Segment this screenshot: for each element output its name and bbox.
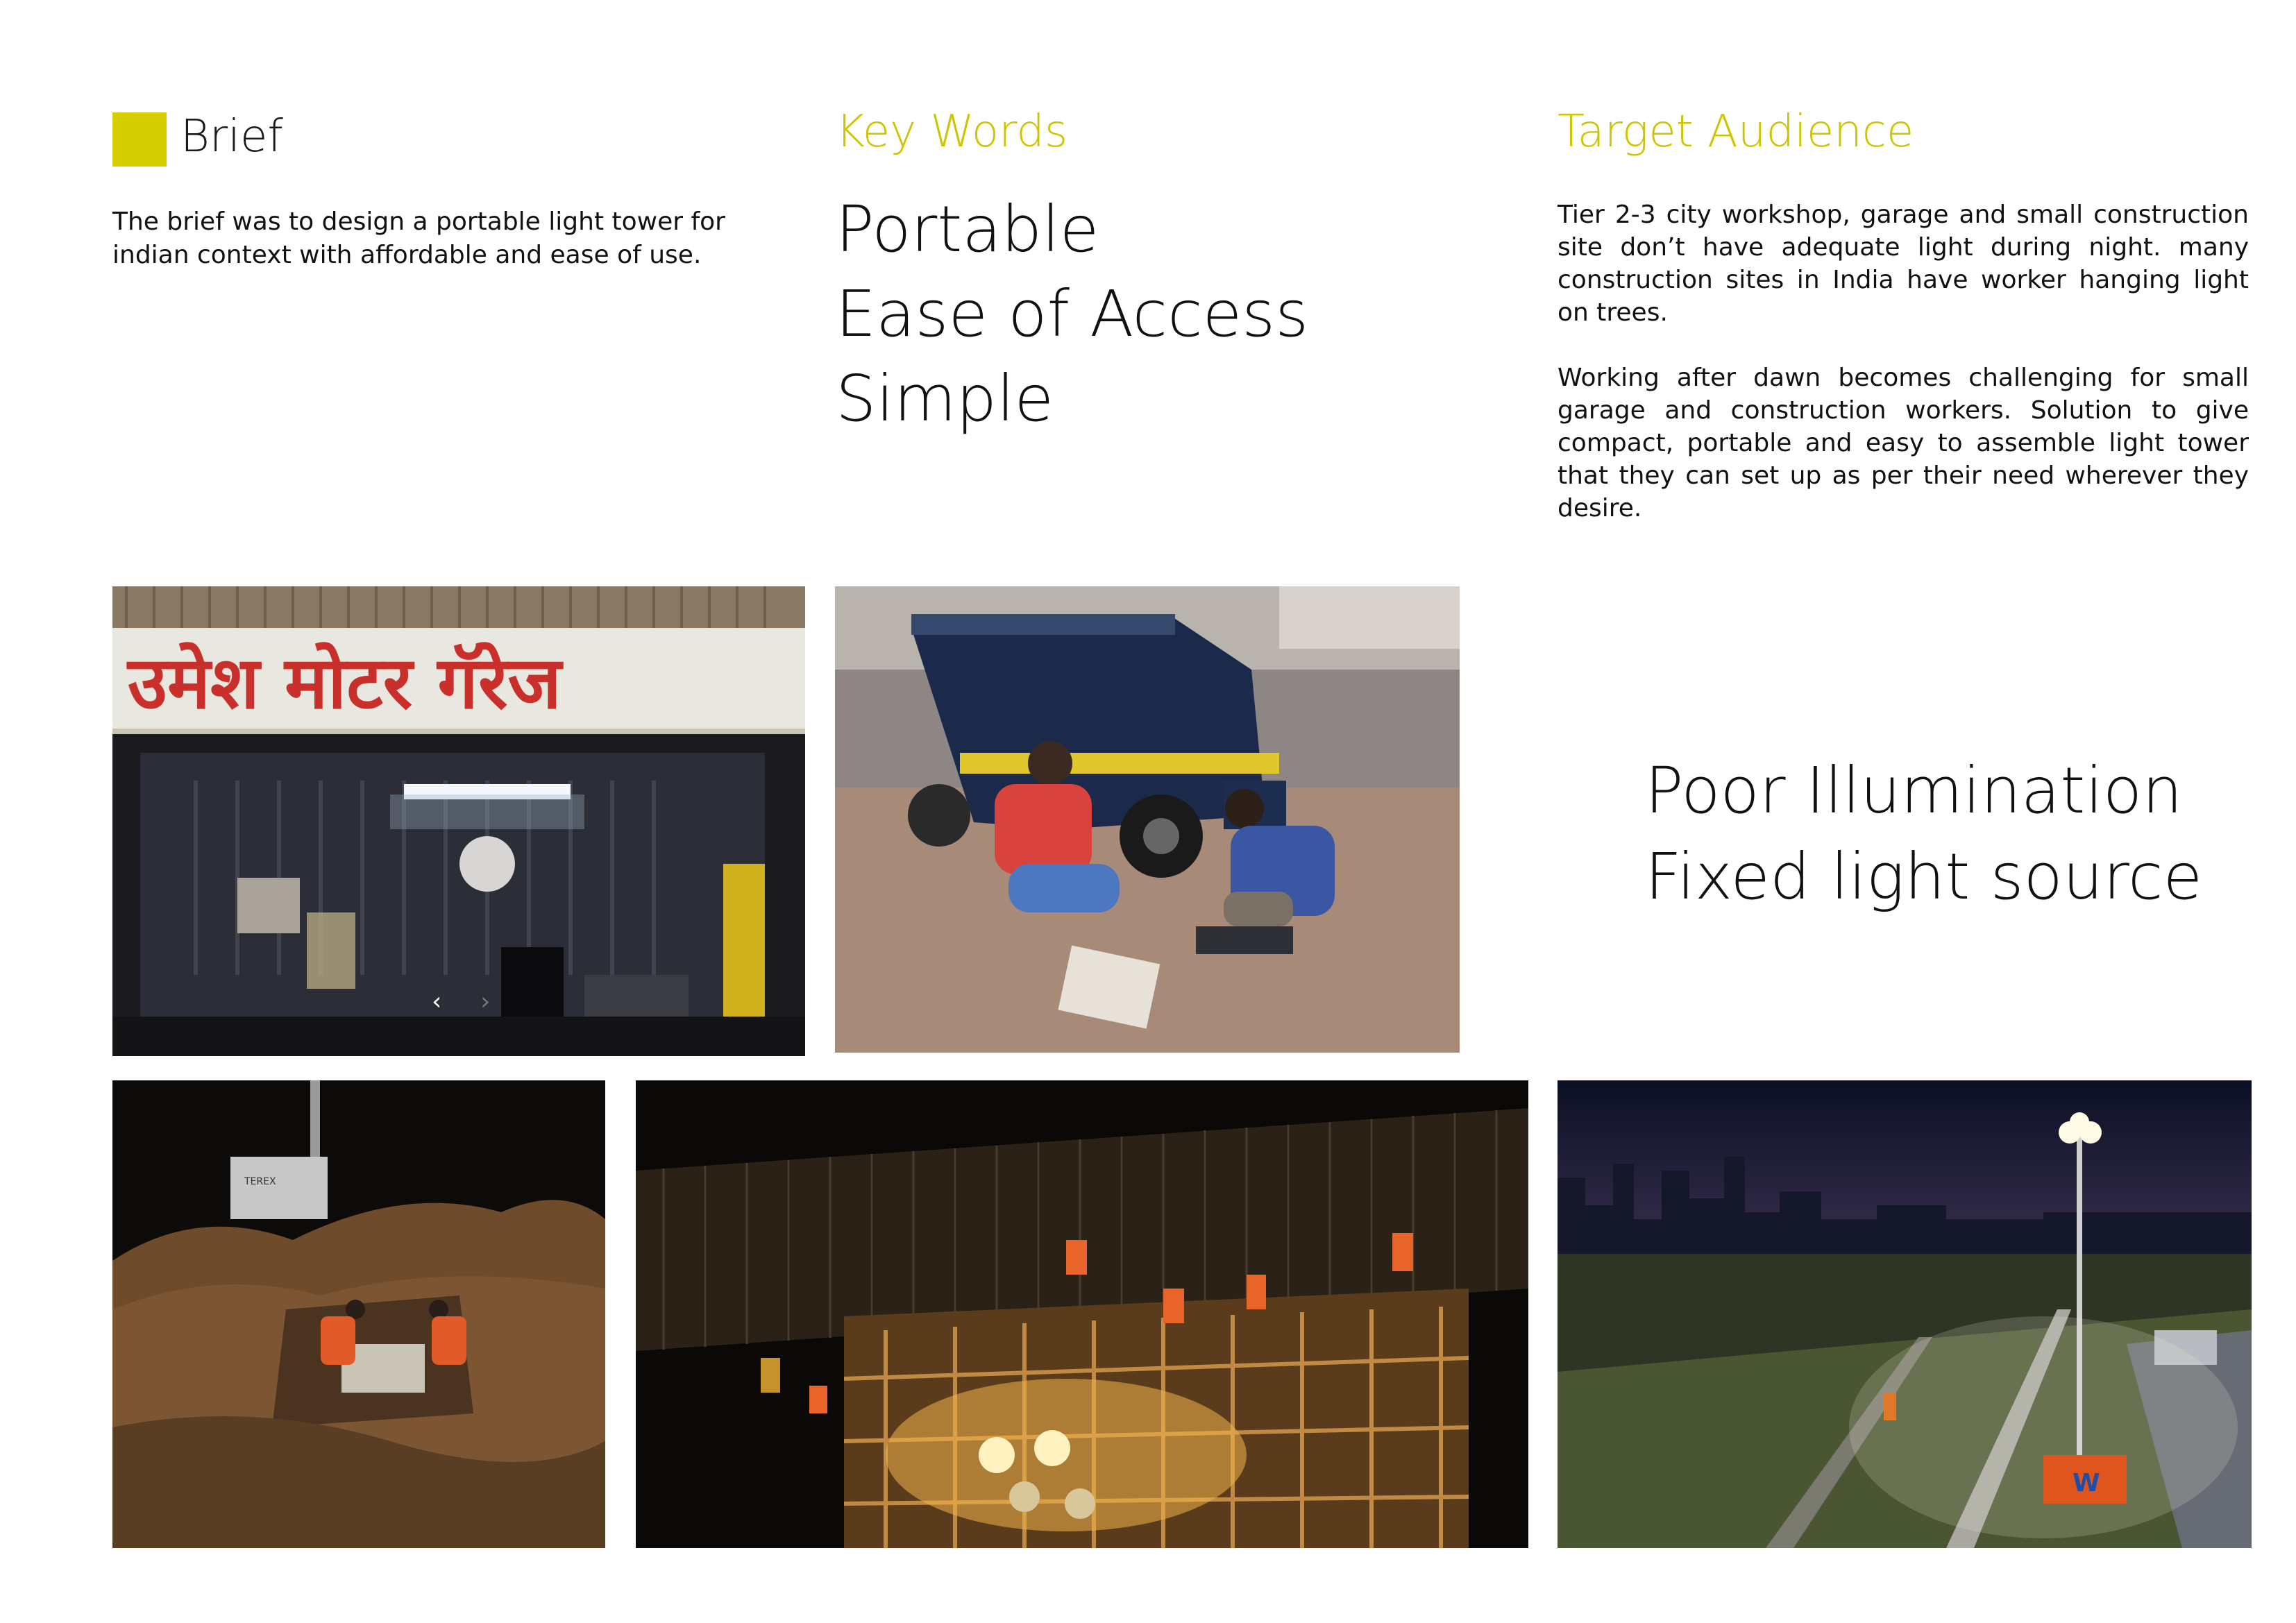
railyard-light-tower-photo bbox=[1558, 1080, 2252, 1548]
brief-heading: Brief bbox=[180, 111, 283, 162]
svg-text:›: › bbox=[480, 987, 491, 1016]
brief-accent-square bbox=[112, 112, 167, 167]
rickshaw-repair-photo bbox=[835, 586, 1460, 1053]
night-excavation-photo bbox=[112, 1080, 605, 1548]
brief-text: The brief was to design a portable light tower for indian context with affordable and ease of use. bbox=[112, 207, 725, 269]
key-words-heading: Key Words bbox=[836, 106, 1068, 158]
railyard-light-tower-image bbox=[1558, 1080, 2252, 1548]
target-audience-text bbox=[1558, 198, 2249, 557]
garage-sign-text: उमेश मोटर गॅरेज bbox=[128, 640, 562, 725]
target-audience-paragraph: Working after dawn becomes challenging for small garage and construction workers. Solution to give compact, portable and easy to assemble light tower that they can set up as per their need wherever they desire. bbox=[1558, 364, 2249, 522]
problem-item: Fixed light source bbox=[1645, 840, 2203, 914]
trailer-logo-text: W bbox=[2073, 1469, 2100, 1497]
problem-statement bbox=[1645, 748, 2202, 920]
key-words-list bbox=[836, 187, 1308, 441]
night-scaffolding-photo bbox=[636, 1080, 1528, 1548]
problem-item: Poor Illumination bbox=[1645, 754, 2183, 828]
svg-text:‹: ‹ bbox=[432, 987, 442, 1016]
light-tower-brand-text: TEREX bbox=[244, 1176, 276, 1187]
key-word-item: Ease of Access bbox=[836, 277, 1309, 351]
night-excavation-image bbox=[112, 1080, 605, 1548]
target-audience-paragraph: Tier 2-3 city workshop, garage and small construction site don’t have adequate light during night. many construction sites in India have worker hanging light on trees. bbox=[1558, 201, 2249, 327]
target-audience-heading: Target Audience bbox=[1558, 106, 1914, 158]
garage-photo-image bbox=[112, 586, 805, 1056]
key-word-item: Portable bbox=[836, 192, 1099, 266]
garage-photo bbox=[112, 586, 805, 1056]
night-scaffolding-image bbox=[636, 1080, 1528, 1548]
key-word-item: Simple bbox=[836, 362, 1054, 436]
rickshaw-repair-image bbox=[835, 586, 1460, 1053]
